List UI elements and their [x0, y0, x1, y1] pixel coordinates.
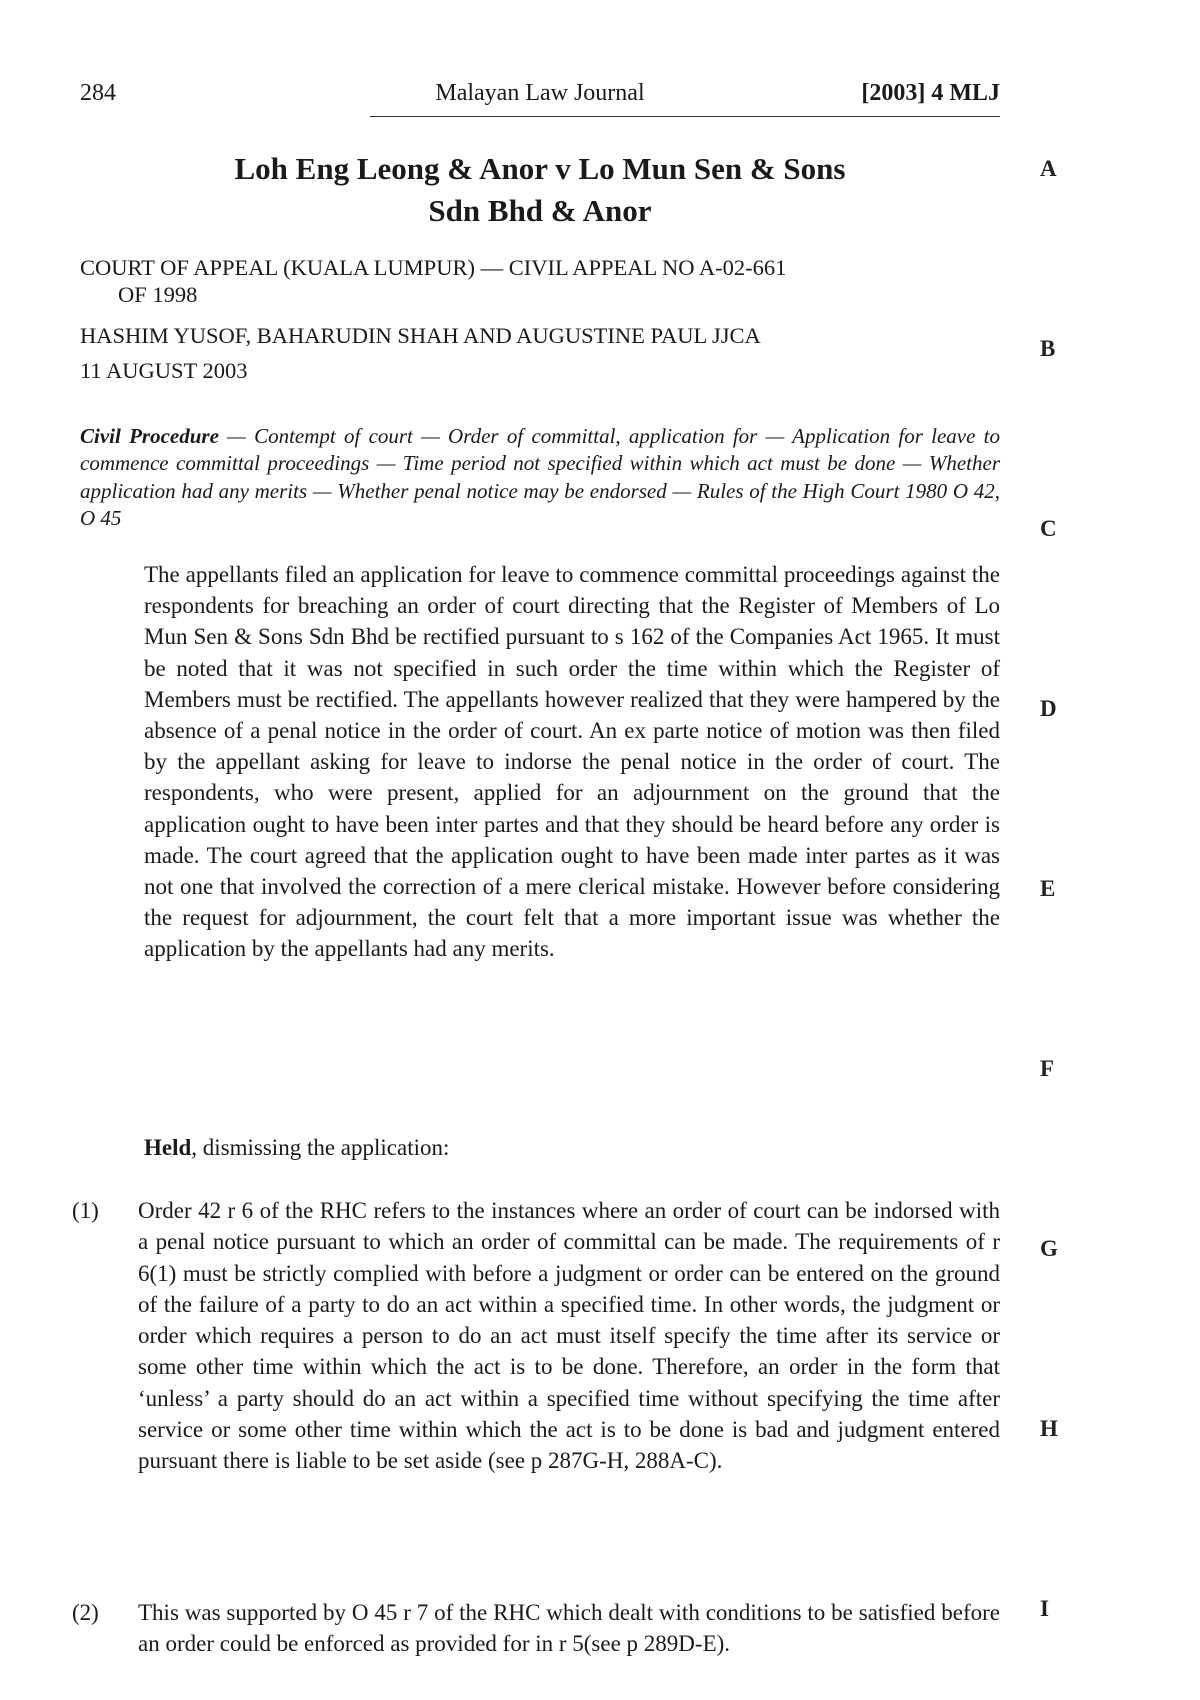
case-title: [80, 148, 1000, 232]
catchwords-text: — Contempt of court — Order of committal, application for — Application for leave to commence committal proceedings — Time period not specified within which act must be done — Whether application had any merits — Whether penal notice may be endorsed — Rules of the High Court 1980 O 42, O 45: [80, 424, 1000, 531]
held-line: [144, 1135, 449, 1161]
decision-date: 11 AUGUST 2003: [80, 358, 248, 383]
margin-letter: D: [1040, 696, 1057, 721]
margin-letter: H: [1040, 1416, 1058, 1441]
catchwords-subject: Civil Procedure: [80, 424, 219, 448]
coram: [80, 318, 1000, 388]
journal-name: Malayan Law Journal: [435, 80, 645, 106]
court-line: COURT OF APPEAL (KUALA LUMPUR) — CIVIL APPEAL NO A-02-661: [80, 255, 787, 280]
holding-item: [72, 1195, 1000, 1477]
case-title-line: Sdn Bhd & Anor: [428, 193, 652, 228]
judges-names: HASHIM YUSOF, BAHARUDIN SHAH AND AUGUSTINE PAUL JJCA: [80, 323, 761, 348]
margin-letter: F: [1040, 1056, 1055, 1081]
held-text: , dismissing the application:: [191, 1135, 450, 1160]
holding-item: [72, 1597, 1000, 1660]
headnote-paragraph: The appellants filed an application for leave to commence committal proceedings against the respondents for breaching an order of court directing that the Register of Members of Lo Mun Sen & Sons Sdn Bhd be rectified pursuant to s 162 of the Companies Act 1965. It must be noted that it was not specified in such order the time within which the Register of Members must be rectified. The appellants however realized that they were hampered by the absence of a penal notice in the order of court. An ex parte notice of motion was then filed by the appellant asking for leave to indorse the penal notice in the order of court. The respondents, who were present, applied for an adjournment on the ground that the application ought to have been inter partes and that they should be heard before any order is made. The court agreed that the application ought to have been made inter partes as it was not one that involved the correction of a mere clerical mistake. However before considering the request for adjournment, the court felt that a more important issue was whether the application by the appellants had any merits.: [144, 562, 1000, 962]
running-header: [80, 80, 1000, 120]
citation: [2003] 4 MLJ: [861, 80, 1000, 106]
court-line: OF 1998: [118, 282, 198, 307]
catchwords: [80, 423, 1000, 533]
margin-letter: G: [1040, 1236, 1058, 1261]
court-info: [80, 254, 1000, 308]
margin-letter: B: [1040, 336, 1056, 361]
margin-letter: E: [1040, 876, 1056, 901]
holding-number: (1): [72, 1198, 99, 1223]
margin-letter: A: [1040, 156, 1057, 181]
case-title-line: Loh Eng Leong & Anor v Lo Mun Sen & Sons: [234, 151, 846, 186]
holding-text: This was supported by O 45 r 7 of the RHC which dealt with conditions to be satisfied before an order could be enforced as provided for in r 5(see p 289D-E).: [138, 1600, 1000, 1657]
holding-number: (2): [72, 1600, 99, 1625]
margin-letter: C: [1040, 516, 1057, 541]
margin-letter: I: [1040, 1596, 1049, 1621]
page-number: 284: [80, 80, 116, 106]
holding-text: Order 42 r 6 of the RHC refers to the instances where an order of court can be indorsed with a penal notice pursuant to which an order of committal can be made. The requirements of r 6(1) must be strictly complied with before a judgment or order can be entered on the ground of the failure of a party to do an act within a specified time. In other words, the judgment or order which requires a person to do an act must itself specify the time after its service or some other time within which the act is to be done. Therefore, an order in the form that ‘unless’ a party should do an act within a specified time without specifying the time after service or some other time within which the act is to be done is bad and judgment entered pursuant there is liable to be set aside (see p 287G-H, 288A-C).: [138, 1198, 1000, 1474]
held-label: Held: [144, 1135, 192, 1160]
header-rule: [370, 116, 1000, 117]
